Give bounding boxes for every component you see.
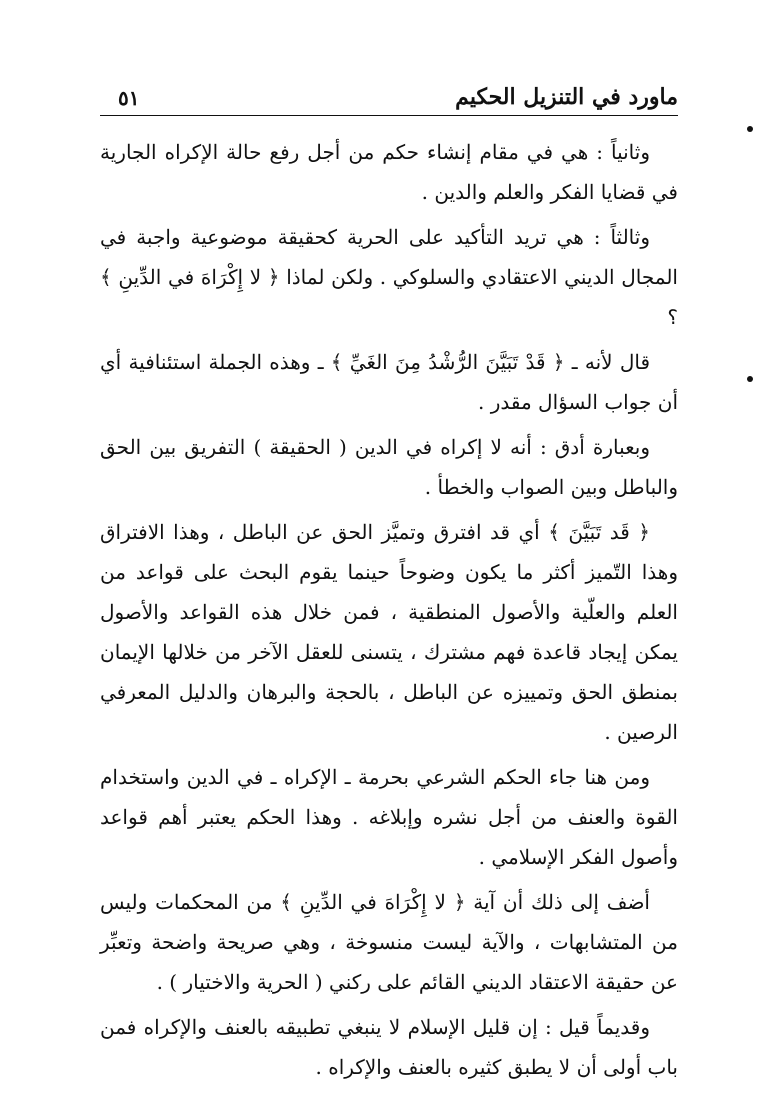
body-text — [100, 132, 678, 1087]
paragraph: أضف إلى ذلك أن آية ﴿ لا إِكْرَاهَ في الدِّينِ ﴾ من المحكمات وليس من المتشابهات ، والآية ليست منسوخة ، وهي صريحة واضحة وتعبِّر عن حقيقة الاعتقاد الديني القائم على ركني ( الحرية والاختيار ) . — [100, 890, 678, 994]
paragraph: وقديماً قيل : إن قليل الإسلام لا ينبغي تطبيقه بالعنف والإكراه فمن باب أولى أن لا يطبق كثيره بالعنف والإكراه . — [100, 1015, 678, 1079]
running-title: ماورد في التنزيل الحكيم — [455, 84, 678, 110]
paragraph: قال لأنه ـ ﴿ قَدْ تَبَيَّنَ الرُّشْدُ مِنَ الغَيِّ ﴾ ـ وهذه الجملة استئنافية أي أن جواب السؤال مقدر . — [100, 350, 678, 414]
paragraph: ومن هنا جاء الحكم الشرعي بحرمة ـ الإكراه ـ في الدين واستخدام القوة والعنف من أجل نشره وإبلاغه . وهذا الحكم يعتبر أهم قواعد وأصول الفكر الإسلامي . — [100, 765, 678, 869]
margin-mark — [747, 126, 753, 132]
header-rule — [100, 115, 678, 116]
page-number: ٥١ — [118, 86, 140, 110]
running-head — [100, 80, 678, 114]
paragraph: وثانياً : هي في مقام إنشاء حكم من أجل رفع حالة الإكراه الجارية في قضايا الفكر والعلم والدين . — [100, 140, 678, 204]
paragraph: ﴿ قَد تَبَيَّنَ ﴾ أي قد افترق وتميَّز الحق عن الباطل ، وهذا الافتراق وهذا التّميز أكثر ما يكون وضوحاً حينما يقوم البحث على قواعد من العلم والعلّية والأصول المنطقية ، فمن خلال هذه القواعد والأصول يمكن إيجاد قاعدة فهم مشترك ، يتسنى للعقل الآخر من خلالها الإيمان بمنطق الحق وتمييزه عن الباطل ، بالحجة والبرهان والدليل المعرفي الرصين . — [100, 520, 678, 744]
paragraph: وثالثاً : هي تريد التأكيد على الحرية كحقيقة موضوعية واجبة في المجال الديني الاعتقادي والسلوكي . ولكن لماذا ﴿ لا إِكْرَاهَ في الدِّينِ ﴾ ؟ — [100, 225, 678, 329]
margin-mark — [747, 376, 753, 382]
paragraph: وبعبارة أدق : أنه لا إكراه في الدين ( الحقيقة ) التفريق بين الحق والباطل وبين الصواب والخطأ . — [100, 435, 678, 499]
